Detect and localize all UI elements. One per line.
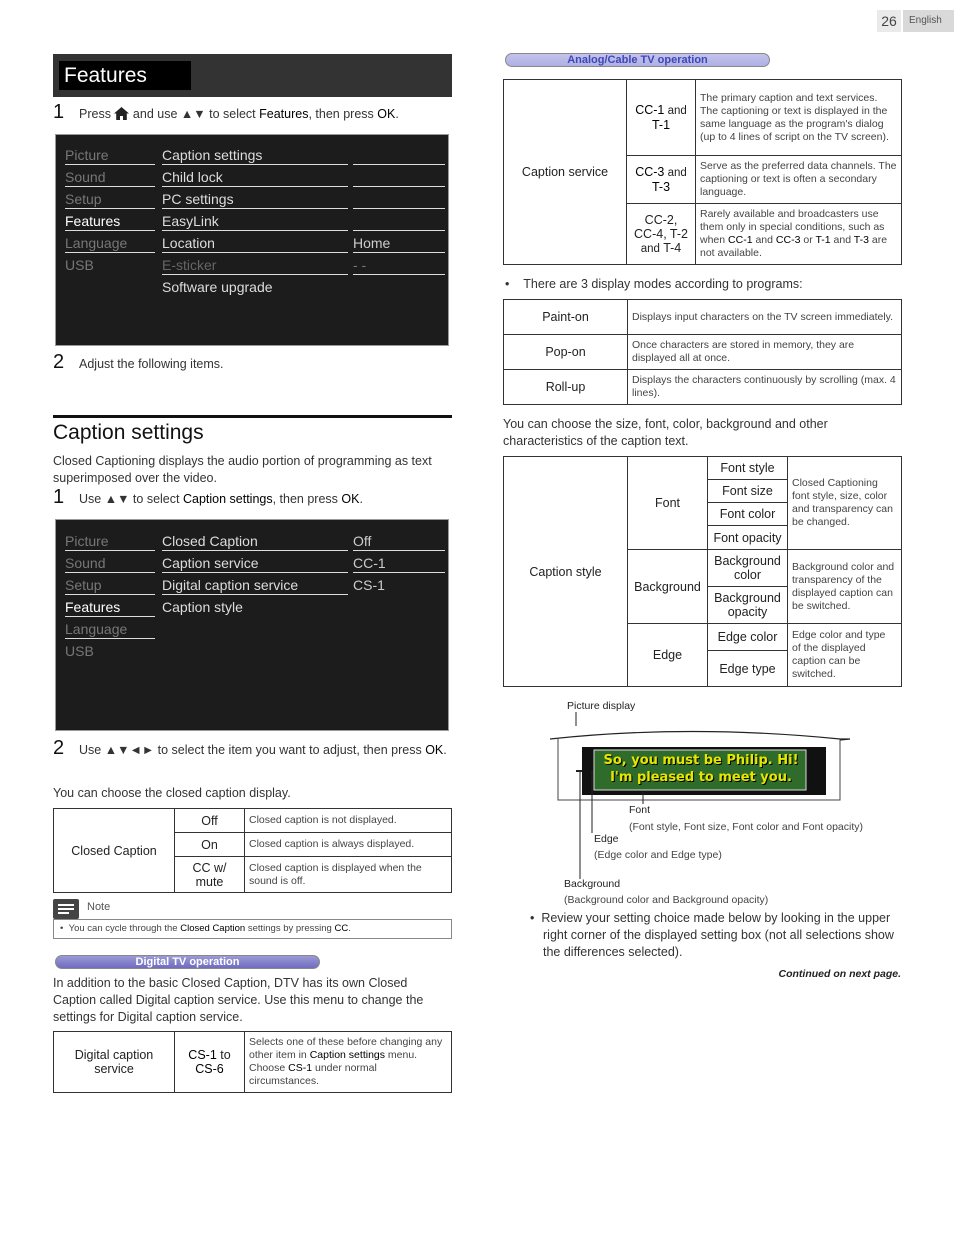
menu-item-digital-caption-service[interactable]: Digital caption service (162, 575, 348, 595)
menu-value-blank (353, 145, 445, 165)
display-modes-table (503, 299, 902, 405)
style-group-font: Font (628, 457, 708, 550)
page-number: 26 (877, 10, 901, 32)
menu-value-blank (353, 211, 445, 231)
menu-item-child-lock[interactable]: Child lock (162, 167, 348, 187)
font-sub: (Font style, Font size, Font color and Font opacity) (629, 821, 864, 833)
display-mode-description: Once characters are stored in memory, they are displayed all at once. (628, 335, 902, 370)
style-item: Font opacity (708, 526, 788, 550)
features-title-bar (53, 54, 452, 97)
font-label: Font (629, 804, 651, 816)
features-menu (55, 134, 449, 346)
features-step1-text: Press and use ▲▼ to select Features, then press OK. (79, 107, 399, 121)
review-bullet: • Review your setting choice made below by looking in the upper right corner of the displayed setting box (not all selections show the differences selected). (530, 911, 894, 959)
step-number: 2 (53, 737, 65, 759)
style-item: Font size (708, 480, 788, 503)
cc-option: CC w/ mute (175, 857, 245, 893)
caption-line: So, you must be Philip. Hi! (603, 753, 799, 768)
style-item: Edge type (708, 651, 788, 687)
menu-value-caption-service: CC-1 (353, 553, 445, 573)
cc-description: Closed caption is not displayed. (245, 809, 452, 833)
caption-style-table (503, 456, 902, 687)
menu-item-closed-caption[interactable]: Closed Caption (162, 531, 348, 551)
menu-value-closed-caption: Off (353, 531, 445, 551)
cc-description: Closed caption is displayed when the sound is off. (245, 857, 452, 893)
caption-service-description: The primary caption and text services. The captioning or text is displayed in the same language as the program's dialog (up to 4 lines of script on the TV screen). (696, 80, 902, 156)
style-item: Font color (708, 503, 788, 526)
digital-caption-description: Selects one of these before changing any other item in Caption settings menu. Choose CS-1 under normal circumstances. (245, 1032, 452, 1093)
cc-description: Closed caption is always displayed. (245, 833, 452, 857)
menu-item-caption-settings[interactable]: Caption settings (162, 145, 348, 165)
caption-service-description: Serve as the preferred data channels. The captioning or text is often a secondary language. (696, 156, 902, 204)
caption-step1-text: Use ▲▼ to select Caption settings, then press OK. (79, 492, 363, 506)
menu-item-picture[interactable]: Picture (65, 531, 155, 551)
menu-value-blank (353, 167, 445, 187)
features-step2-text: Adjust the following items. (79, 357, 224, 371)
menu-item-setup[interactable]: Setup (65, 575, 155, 595)
analog-cable-tv-operation-label: Analog/Cable TV operation (505, 53, 770, 67)
edge-label: Edge (594, 833, 619, 845)
menu-item-e-sticker[interactable]: E-sticker (162, 255, 348, 275)
display-mode: Paint-on (504, 300, 628, 335)
caption-settings-intro: Closed Captioning displays the audio portion of programming as text superimposed over the video. (53, 454, 432, 485)
menu-item-setup[interactable]: Setup (65, 189, 155, 209)
caption-service-table (503, 79, 902, 265)
style-item: Edge color (708, 624, 788, 651)
step-number: 1 (53, 101, 65, 123)
style-item: Font style (708, 457, 788, 480)
home-icon (114, 107, 129, 120)
digital-caption-table (53, 1031, 452, 1093)
cc-option: On (175, 833, 245, 857)
menu-item-language[interactable]: Language (65, 619, 155, 639)
style-description: Closed Captioning font style, size, color and transparency can be changed. (788, 457, 902, 550)
caption-service-label: Caption service (504, 80, 627, 265)
background-sub: (Background color and Background opacity) (564, 894, 769, 906)
picture-display-label: Picture display (567, 700, 636, 712)
style-item: Background color (708, 550, 788, 587)
background-label: Background (564, 878, 621, 890)
note-label: Note (87, 901, 111, 913)
choose-display-text: You can choose the closed caption display. (53, 786, 291, 800)
menu-item-features[interactable]: Features (65, 597, 155, 617)
step-number: 2 (53, 351, 65, 373)
display-modes-bullet: • There are 3 display modes according to programs: (505, 277, 803, 291)
menu-item-features[interactable]: Features (65, 211, 155, 231)
display-mode-description: Displays input characters on the TV screen immediately. (628, 300, 902, 335)
note-box: • You can cycle through the Closed Caption settings by pressing CC. (53, 919, 452, 939)
caption-service-option: CC-1 and T-1 (627, 80, 696, 156)
caption-service-description: Rarely available and broadcasters use them only in special conditions, such as when CC-1 and CC-3 or T-1 and T-3 are not available. (696, 204, 902, 265)
menu-item-picture[interactable]: Picture (65, 145, 155, 165)
digital-caption-option: CS-1 to CS-6 (175, 1032, 245, 1093)
features-title: Features (59, 61, 191, 90)
display-mode-description: Displays the characters continuously by scrolling (max. 4 lines). (628, 370, 902, 405)
caption-service-option: CC-3 and T-3 (627, 156, 696, 204)
cc-option: Off (175, 809, 245, 833)
caption-style-intro: You can choose the size, font, color, background and other characteristics of the caption text. (503, 417, 828, 448)
menu-item-caption-style[interactable]: Caption style (162, 599, 243, 615)
menu-value-blank (353, 189, 445, 209)
caption-style-label: Caption style (504, 457, 628, 687)
menu-item-language[interactable]: Language (65, 233, 155, 253)
menu-item-easylink[interactable]: EasyLink (162, 211, 348, 231)
style-group-background: Background (628, 550, 708, 624)
menu-item-usb[interactable]: USB (65, 643, 94, 659)
step-number: 1 (53, 486, 65, 508)
caption-service-option: CC-2, CC-4, T-2 and T-4 (627, 204, 696, 265)
menu-value-location: Home (353, 233, 445, 253)
style-description: Background color and transparency of the displayed caption can be switched. (788, 550, 902, 624)
note-icon (53, 899, 79, 919)
closed-caption-label: Closed Caption (54, 809, 175, 893)
caption-settings-heading: Caption settings (53, 415, 452, 445)
digital-tv-operation-label: Digital TV operation (55, 955, 320, 969)
caption-line: I'm pleased to meet you. (610, 770, 792, 785)
menu-item-pc-settings[interactable]: PC settings (162, 189, 348, 209)
digital-caption-label: Digital caption service (54, 1032, 175, 1093)
caption-step2-text: Use ▲▼◄► to select the item you want to adjust, then press OK. (79, 743, 447, 757)
menu-item-usb[interactable]: USB (65, 257, 94, 273)
style-item: Background opacity (708, 587, 788, 624)
menu-value-digital-caption-service: CS-1 (353, 577, 385, 593)
display-mode: Roll-up (504, 370, 628, 405)
menu-item-location[interactable]: Location (162, 233, 348, 253)
menu-item-sound[interactable]: Sound (65, 167, 155, 187)
style-group-edge: Edge (628, 624, 708, 687)
closed-caption-table (53, 808, 452, 893)
page-language: English (903, 10, 954, 32)
continued-text: Continued on next page. (778, 968, 901, 980)
sample-caption-text (595, 752, 807, 786)
style-description: Edge color and type of the displayed caption can be switched. (788, 624, 902, 687)
menu-item-sound[interactable]: Sound (65, 553, 155, 573)
display-mode: Pop-on (504, 335, 628, 370)
menu-item-software-upgrade[interactable]: Software upgrade (162, 279, 273, 295)
edge-sub: (Edge color and Edge type) (594, 849, 722, 861)
menu-value-e-sticker: - - (353, 255, 445, 275)
menu-item-caption-service[interactable]: Caption service (162, 553, 348, 573)
caption-settings-menu (55, 519, 449, 731)
digital-intro: In addition to the basic Closed Caption, DTV has its own Closed Caption called Digital caption service. Use this menu to change the settings for Digital caption service. (53, 976, 424, 1024)
